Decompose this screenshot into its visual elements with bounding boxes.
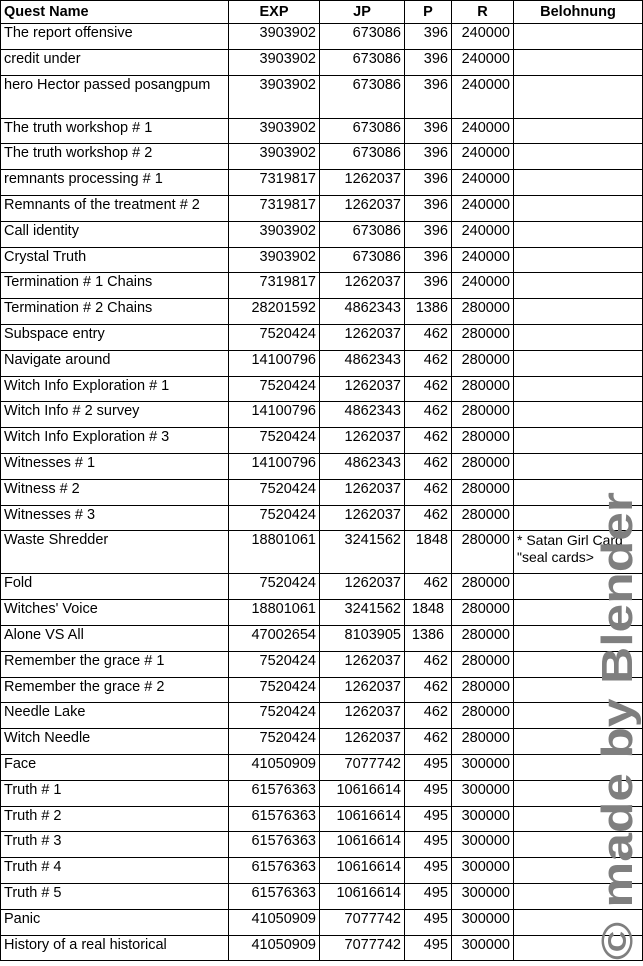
exp-cell: 61576363: [229, 832, 320, 858]
header-exp: EXP: [229, 1, 320, 24]
reward-cell: [514, 729, 643, 755]
r-cell: 280000: [452, 479, 514, 505]
exp-cell: 7520424: [229, 324, 320, 350]
reward-cell: [514, 832, 643, 858]
reward-cell: [514, 170, 643, 196]
exp-cell: 3903902: [229, 221, 320, 247]
p-cell: 462: [405, 453, 452, 479]
r-cell: 280000: [452, 651, 514, 677]
p-cell: 462: [405, 428, 452, 454]
table-row: [1, 703, 643, 729]
reward-cell: [514, 324, 643, 350]
exp-cell: 7520424: [229, 479, 320, 505]
quest-name-cell: credit under: [1, 49, 229, 75]
r-cell: 280000: [452, 703, 514, 729]
p-cell: 396: [405, 247, 452, 273]
header-p: P: [405, 1, 452, 24]
p-cell: 495: [405, 858, 452, 884]
table-row: [1, 402, 643, 428]
p-cell: 462: [405, 703, 452, 729]
reward-cell: [514, 935, 643, 961]
jp-cell: 3241562: [320, 531, 405, 574]
r-cell: 240000: [452, 144, 514, 170]
quest-name-cell: Call identity: [1, 221, 229, 247]
table-row: [1, 273, 643, 299]
exp-cell: 47002654: [229, 625, 320, 651]
p-cell: 462: [405, 479, 452, 505]
quest-name-cell: Truth # 1: [1, 780, 229, 806]
jp-cell: 1262037: [320, 651, 405, 677]
jp-cell: 10616614: [320, 806, 405, 832]
jp-cell: 1262037: [320, 703, 405, 729]
exp-cell: 7520424: [229, 376, 320, 402]
table-row: [1, 858, 643, 884]
reward-cell: [514, 531, 643, 574]
exp-cell: 3903902: [229, 49, 320, 75]
reward-cell: [514, 453, 643, 479]
r-cell: 280000: [452, 376, 514, 402]
r-cell: 240000: [452, 118, 514, 144]
quest-name-cell: Witnesses # 3: [1, 505, 229, 531]
quest-name-cell: Witch Info Exploration # 1: [1, 376, 229, 402]
reward-cell: [514, 858, 643, 884]
reward-cell: [514, 625, 643, 651]
exp-cell: 3903902: [229, 24, 320, 50]
exp-cell: 14100796: [229, 350, 320, 376]
r-cell: 280000: [452, 531, 514, 574]
quest-name-cell: remnants processing # 1: [1, 170, 229, 196]
table-row: [1, 600, 643, 626]
table-row: [1, 324, 643, 350]
quest-name-cell: Remember the grace # 1: [1, 651, 229, 677]
p-cell: 462: [405, 505, 452, 531]
p-cell: 495: [405, 754, 452, 780]
exp-cell: 41050909: [229, 909, 320, 935]
r-cell: 300000: [452, 806, 514, 832]
r-cell: 280000: [452, 729, 514, 755]
table-row: [1, 49, 643, 75]
header-row: [1, 1, 643, 24]
r-cell: 240000: [452, 170, 514, 196]
exp-cell: 41050909: [229, 935, 320, 961]
quest-name-cell: Termination # 1 Chains: [1, 273, 229, 299]
quest-name-cell: Witch Needle: [1, 729, 229, 755]
r-cell: 240000: [452, 273, 514, 299]
r-cell: 240000: [452, 24, 514, 50]
table-row: [1, 909, 643, 935]
table-row: [1, 479, 643, 505]
reward-cell: [514, 49, 643, 75]
r-cell: 280000: [452, 574, 514, 600]
reward-cell: [514, 479, 643, 505]
reward-cell: [514, 428, 643, 454]
r-cell: 280000: [452, 350, 514, 376]
table-row: [1, 729, 643, 755]
reward-cell: [514, 144, 643, 170]
exp-cell: 7520424: [229, 703, 320, 729]
table-row: [1, 754, 643, 780]
reward-cell: [514, 754, 643, 780]
p-cell: 462: [405, 651, 452, 677]
jp-cell: 10616614: [320, 832, 405, 858]
p-cell: 1386: [405, 299, 452, 325]
reward-cell: [514, 299, 643, 325]
exp-cell: 14100796: [229, 402, 320, 428]
jp-cell: 673086: [320, 247, 405, 273]
p-cell: 462: [405, 574, 452, 600]
reward-cell: [514, 780, 643, 806]
quest-name-cell: Fold: [1, 574, 229, 600]
reward-cell: [514, 883, 643, 909]
quest-name-cell: Witnesses # 1: [1, 453, 229, 479]
jp-cell: 673086: [320, 118, 405, 144]
jp-cell: 1262037: [320, 376, 405, 402]
table-row: [1, 221, 643, 247]
r-cell: 300000: [452, 832, 514, 858]
quest-name-cell: Panic: [1, 909, 229, 935]
reward-cell: [514, 703, 643, 729]
r-cell: 240000: [452, 75, 514, 118]
jp-cell: 8103905: [320, 625, 405, 651]
quest-name-cell: Navigate around: [1, 350, 229, 376]
r-cell: 280000: [452, 600, 514, 626]
jp-cell: 1262037: [320, 574, 405, 600]
jp-cell: 7077742: [320, 935, 405, 961]
table-row: [1, 118, 643, 144]
header-quest-name: Quest Name: [1, 1, 229, 24]
reward-line: "seal cards>: [517, 549, 594, 566]
quest-name-cell: The truth workshop # 2: [1, 144, 229, 170]
quest-name-cell: Face: [1, 754, 229, 780]
r-cell: 300000: [452, 935, 514, 961]
watermark-text: © made by Blender: [593, 560, 642, 960]
r-cell: 240000: [452, 195, 514, 221]
quest-name-cell: Remnants of the treatment # 2: [1, 195, 229, 221]
table-row: [1, 195, 643, 221]
jp-cell: 4862343: [320, 350, 405, 376]
reward-cell: [514, 651, 643, 677]
p-cell: 495: [405, 780, 452, 806]
table-row: [1, 75, 643, 118]
reward-cell: [514, 350, 643, 376]
table-row: [1, 574, 643, 600]
exp-cell: 7520424: [229, 651, 320, 677]
r-cell: 280000: [452, 324, 514, 350]
reward-cell: [514, 505, 643, 531]
p-cell: 495: [405, 883, 452, 909]
r-cell: 280000: [452, 625, 514, 651]
jp-cell: 4862343: [320, 402, 405, 428]
table-row: [1, 832, 643, 858]
jp-cell: 4862343: [320, 453, 405, 479]
p-cell: 396: [405, 49, 452, 75]
reward-cell: [514, 75, 643, 118]
r-cell: 300000: [452, 780, 514, 806]
exp-cell: 28201592: [229, 299, 320, 325]
reward-cell: [514, 118, 643, 144]
quest-name-cell: hero Hector passed posangpum: [1, 75, 229, 118]
table-row: [1, 625, 643, 651]
jp-cell: 673086: [320, 49, 405, 75]
quest-name-cell: Truth # 4: [1, 858, 229, 884]
table-row: [1, 505, 643, 531]
table-row: [1, 299, 643, 325]
jp-cell: 1262037: [320, 677, 405, 703]
quest-name-cell: Witness # 2: [1, 479, 229, 505]
table-row: [1, 531, 643, 574]
p-cell: 396: [405, 144, 452, 170]
table-row: [1, 935, 643, 961]
quest-name-cell: The report offensive: [1, 24, 229, 50]
reward-cell: [514, 273, 643, 299]
quest-name-cell: Witches' Voice: [1, 600, 229, 626]
r-cell: 280000: [452, 505, 514, 531]
quest-table-body: [1, 24, 643, 961]
table-row: [1, 428, 643, 454]
p-cell: 1848: [405, 531, 452, 574]
reward-line: * Satan Girl Card: [517, 532, 623, 549]
table-row: [1, 677, 643, 703]
reward-cell: [514, 24, 643, 50]
jp-cell: 1262037: [320, 324, 405, 350]
jp-cell: 10616614: [320, 883, 405, 909]
exp-cell: 41050909: [229, 754, 320, 780]
p-cell: 495: [405, 806, 452, 832]
p-cell: 1848: [405, 600, 452, 626]
quest-name-cell: Truth # 3: [1, 832, 229, 858]
exp-cell: 3903902: [229, 144, 320, 170]
quest-name-cell: Witch Info # 2 survey: [1, 402, 229, 428]
p-cell: 462: [405, 729, 452, 755]
exp-cell: 61576363: [229, 780, 320, 806]
jp-cell: 1262037: [320, 195, 405, 221]
quest-name-cell: History of a real historical: [1, 935, 229, 961]
reward-cell: [514, 574, 643, 600]
p-cell: 495: [405, 935, 452, 961]
exp-cell: 3903902: [229, 75, 320, 118]
reward-cell: [514, 677, 643, 703]
exp-cell: 61576363: [229, 806, 320, 832]
p-cell: 396: [405, 170, 452, 196]
jp-cell: 1262037: [320, 170, 405, 196]
header-r: R: [452, 1, 514, 24]
reward-cell: [514, 909, 643, 935]
exp-cell: 3903902: [229, 247, 320, 273]
quest-name-cell: Alone VS All: [1, 625, 229, 651]
exp-cell: 7319817: [229, 195, 320, 221]
exp-cell: 7520424: [229, 428, 320, 454]
r-cell: 240000: [452, 247, 514, 273]
header-belohnung: Belohnung: [514, 1, 643, 24]
quest-name-cell: The truth workshop # 1: [1, 118, 229, 144]
jp-cell: 673086: [320, 144, 405, 170]
table-row: [1, 350, 643, 376]
p-cell: 396: [405, 195, 452, 221]
table-row: [1, 453, 643, 479]
p-cell: 495: [405, 832, 452, 858]
jp-cell: 673086: [320, 221, 405, 247]
exp-cell: 18801061: [229, 531, 320, 574]
reward-cell: [514, 221, 643, 247]
quest-name-cell: Waste Shredder: [1, 531, 229, 574]
reward-cell: [514, 402, 643, 428]
jp-cell: 673086: [320, 24, 405, 50]
quest-name-cell: Termination # 2 Chains: [1, 299, 229, 325]
p-cell: 495: [405, 909, 452, 935]
quest-name-cell: Needle Lake: [1, 703, 229, 729]
reward-cell: [514, 376, 643, 402]
p-cell: 396: [405, 75, 452, 118]
p-cell: 396: [405, 221, 452, 247]
jp-cell: 4862343: [320, 299, 405, 325]
exp-cell: 7520424: [229, 729, 320, 755]
jp-cell: 10616614: [320, 780, 405, 806]
p-cell: 462: [405, 324, 452, 350]
p-cell: 462: [405, 402, 452, 428]
table-row: [1, 806, 643, 832]
exp-cell: 7319817: [229, 170, 320, 196]
reward-cell: [514, 195, 643, 221]
p-cell: 462: [405, 350, 452, 376]
p-cell: 396: [405, 24, 452, 50]
exp-cell: 61576363: [229, 858, 320, 884]
r-cell: 280000: [452, 453, 514, 479]
jp-cell: 7077742: [320, 754, 405, 780]
p-cell: 1386: [405, 625, 452, 651]
jp-cell: 1262037: [320, 505, 405, 531]
table-row: [1, 651, 643, 677]
quest-name-cell: Subspace entry: [1, 324, 229, 350]
jp-cell: 673086: [320, 75, 405, 118]
jp-cell: 1262037: [320, 273, 405, 299]
quest-name-cell: Remember the grace # 2: [1, 677, 229, 703]
jp-cell: 1262037: [320, 428, 405, 454]
p-cell: 462: [405, 376, 452, 402]
r-cell: 280000: [452, 677, 514, 703]
reward-cell: [514, 806, 643, 832]
exp-cell: 18801061: [229, 600, 320, 626]
table-row: [1, 170, 643, 196]
quest-name-cell: Truth # 2: [1, 806, 229, 832]
table-row: [1, 144, 643, 170]
exp-cell: 61576363: [229, 883, 320, 909]
exp-cell: 7520424: [229, 677, 320, 703]
r-cell: 300000: [452, 754, 514, 780]
r-cell: 300000: [452, 883, 514, 909]
exp-cell: 7520424: [229, 505, 320, 531]
p-cell: 396: [405, 118, 452, 144]
r-cell: 240000: [452, 49, 514, 75]
r-cell: 300000: [452, 858, 514, 884]
jp-cell: 3241562: [320, 600, 405, 626]
jp-cell: 1262037: [320, 729, 405, 755]
jp-cell: 7077742: [320, 909, 405, 935]
quest-name-cell: Witch Info Exploration # 3: [1, 428, 229, 454]
quest-name-cell: Truth # 5: [1, 883, 229, 909]
r-cell: 280000: [452, 299, 514, 325]
jp-cell: 1262037: [320, 479, 405, 505]
jp-cell: 10616614: [320, 858, 405, 884]
exp-cell: 7520424: [229, 574, 320, 600]
r-cell: 280000: [452, 428, 514, 454]
table-row: [1, 780, 643, 806]
p-cell: 396: [405, 273, 452, 299]
reward-cell: [514, 247, 643, 273]
table-row: [1, 883, 643, 909]
r-cell: 240000: [452, 221, 514, 247]
reward-cell: [514, 600, 643, 626]
table-row: [1, 24, 643, 50]
r-cell: 300000: [452, 909, 514, 935]
exp-cell: 14100796: [229, 453, 320, 479]
r-cell: 280000: [452, 402, 514, 428]
table-row: [1, 247, 643, 273]
p-cell: 462: [405, 677, 452, 703]
exp-cell: 3903902: [229, 118, 320, 144]
quest-name-cell: Crystal Truth: [1, 247, 229, 273]
table-row: [1, 376, 643, 402]
exp-cell: 7319817: [229, 273, 320, 299]
header-jp: JP: [320, 1, 405, 24]
